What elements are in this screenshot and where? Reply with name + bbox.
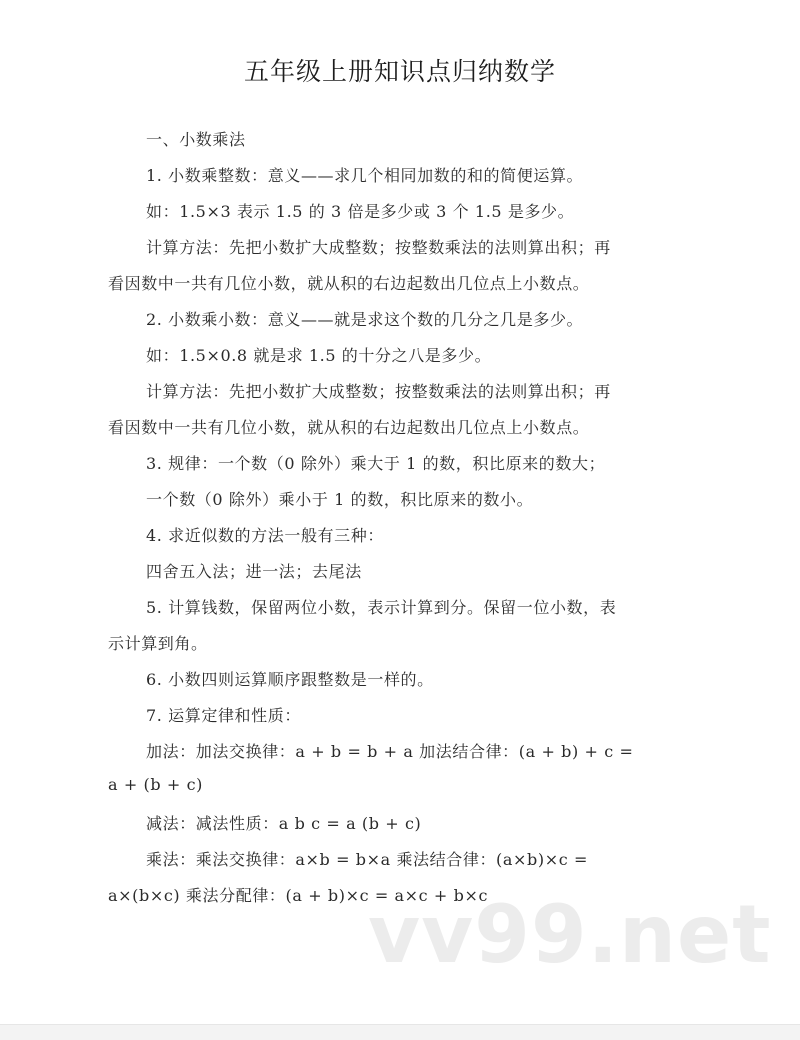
paragraph-line: 4. 求近似数的方法一般有三种： (146, 526, 384, 545)
paragraph-line: a×(b×c) 乘法分配律：(a + b)×c = a×c + b×c (108, 886, 489, 905)
paragraph-line: 1. 小数乘整数：意义——求几个相同加数的和的简便运算。 (146, 166, 584, 185)
page-bottom-edge (0, 1024, 800, 1040)
paragraph-line: 计算方法：先把小数扩大成整数；按整数乘法的法则算出积；再 (146, 382, 611, 401)
paragraph-line: 如：1.5×0.8 就是求 1.5 的十分之八是多少。 (146, 346, 492, 365)
paragraph-line: 看因数中一共有几位小数，就从积的右边起数出几位点上小数点。 (108, 418, 590, 437)
paragraph-line: 如：1.5×3 表示 1.5 的 3 倍是多少或 3 个 1.5 是多少。 (146, 202, 575, 221)
page-title: 五年级上册知识点归纳数学 (243, 57, 556, 86)
paragraph-line: 6. 小数四则运算顺序跟整数是一样的。 (146, 670, 434, 689)
paragraph-line: 一个数（0 除外）乘小于 1 的数，积比原来的数小。 (146, 490, 534, 509)
paragraph-line: 3. 规律：一个数（0 除外）乘大于 1 的数，积比原来的数大； (146, 454, 606, 473)
paragraph-line: 减法：减法性质：a b c = a (b + c) (146, 814, 422, 833)
paragraph-line: 7. 运算定律和性质： (146, 706, 301, 725)
paragraph-line: 5. 计算钱数，保留两位小数，表示计算到分。保留一位小数，表 (146, 598, 617, 617)
paragraph-line: 加法：加法交换律：a + b = b + a 加法结合律：(a + b) + c = (146, 742, 634, 761)
paragraph-line: 看因数中一共有几位小数，就从积的右边起数出几位点上小数点。 (108, 274, 590, 293)
section-heading: 一、小数乘法 (146, 130, 246, 149)
watermark: vv99.net (368, 888, 772, 981)
paragraph-line: 乘法：乘法交换律：a×b = b×a 乘法结合律：(a×b)×c = (146, 850, 588, 869)
paragraph-line: 2. 小数乘小数：意义——就是求这个数的几分之几是多少。 (146, 310, 584, 329)
paragraph-line: a + (b + c) (108, 775, 203, 794)
paragraph-line: 计算方法：先把小数扩大成整数；按整数乘法的法则算出积；再 (146, 238, 611, 257)
paragraph-line: 示计算到角。 (108, 634, 208, 653)
paragraph-line: 四舍五入法；进一法；去尾法 (146, 562, 362, 581)
